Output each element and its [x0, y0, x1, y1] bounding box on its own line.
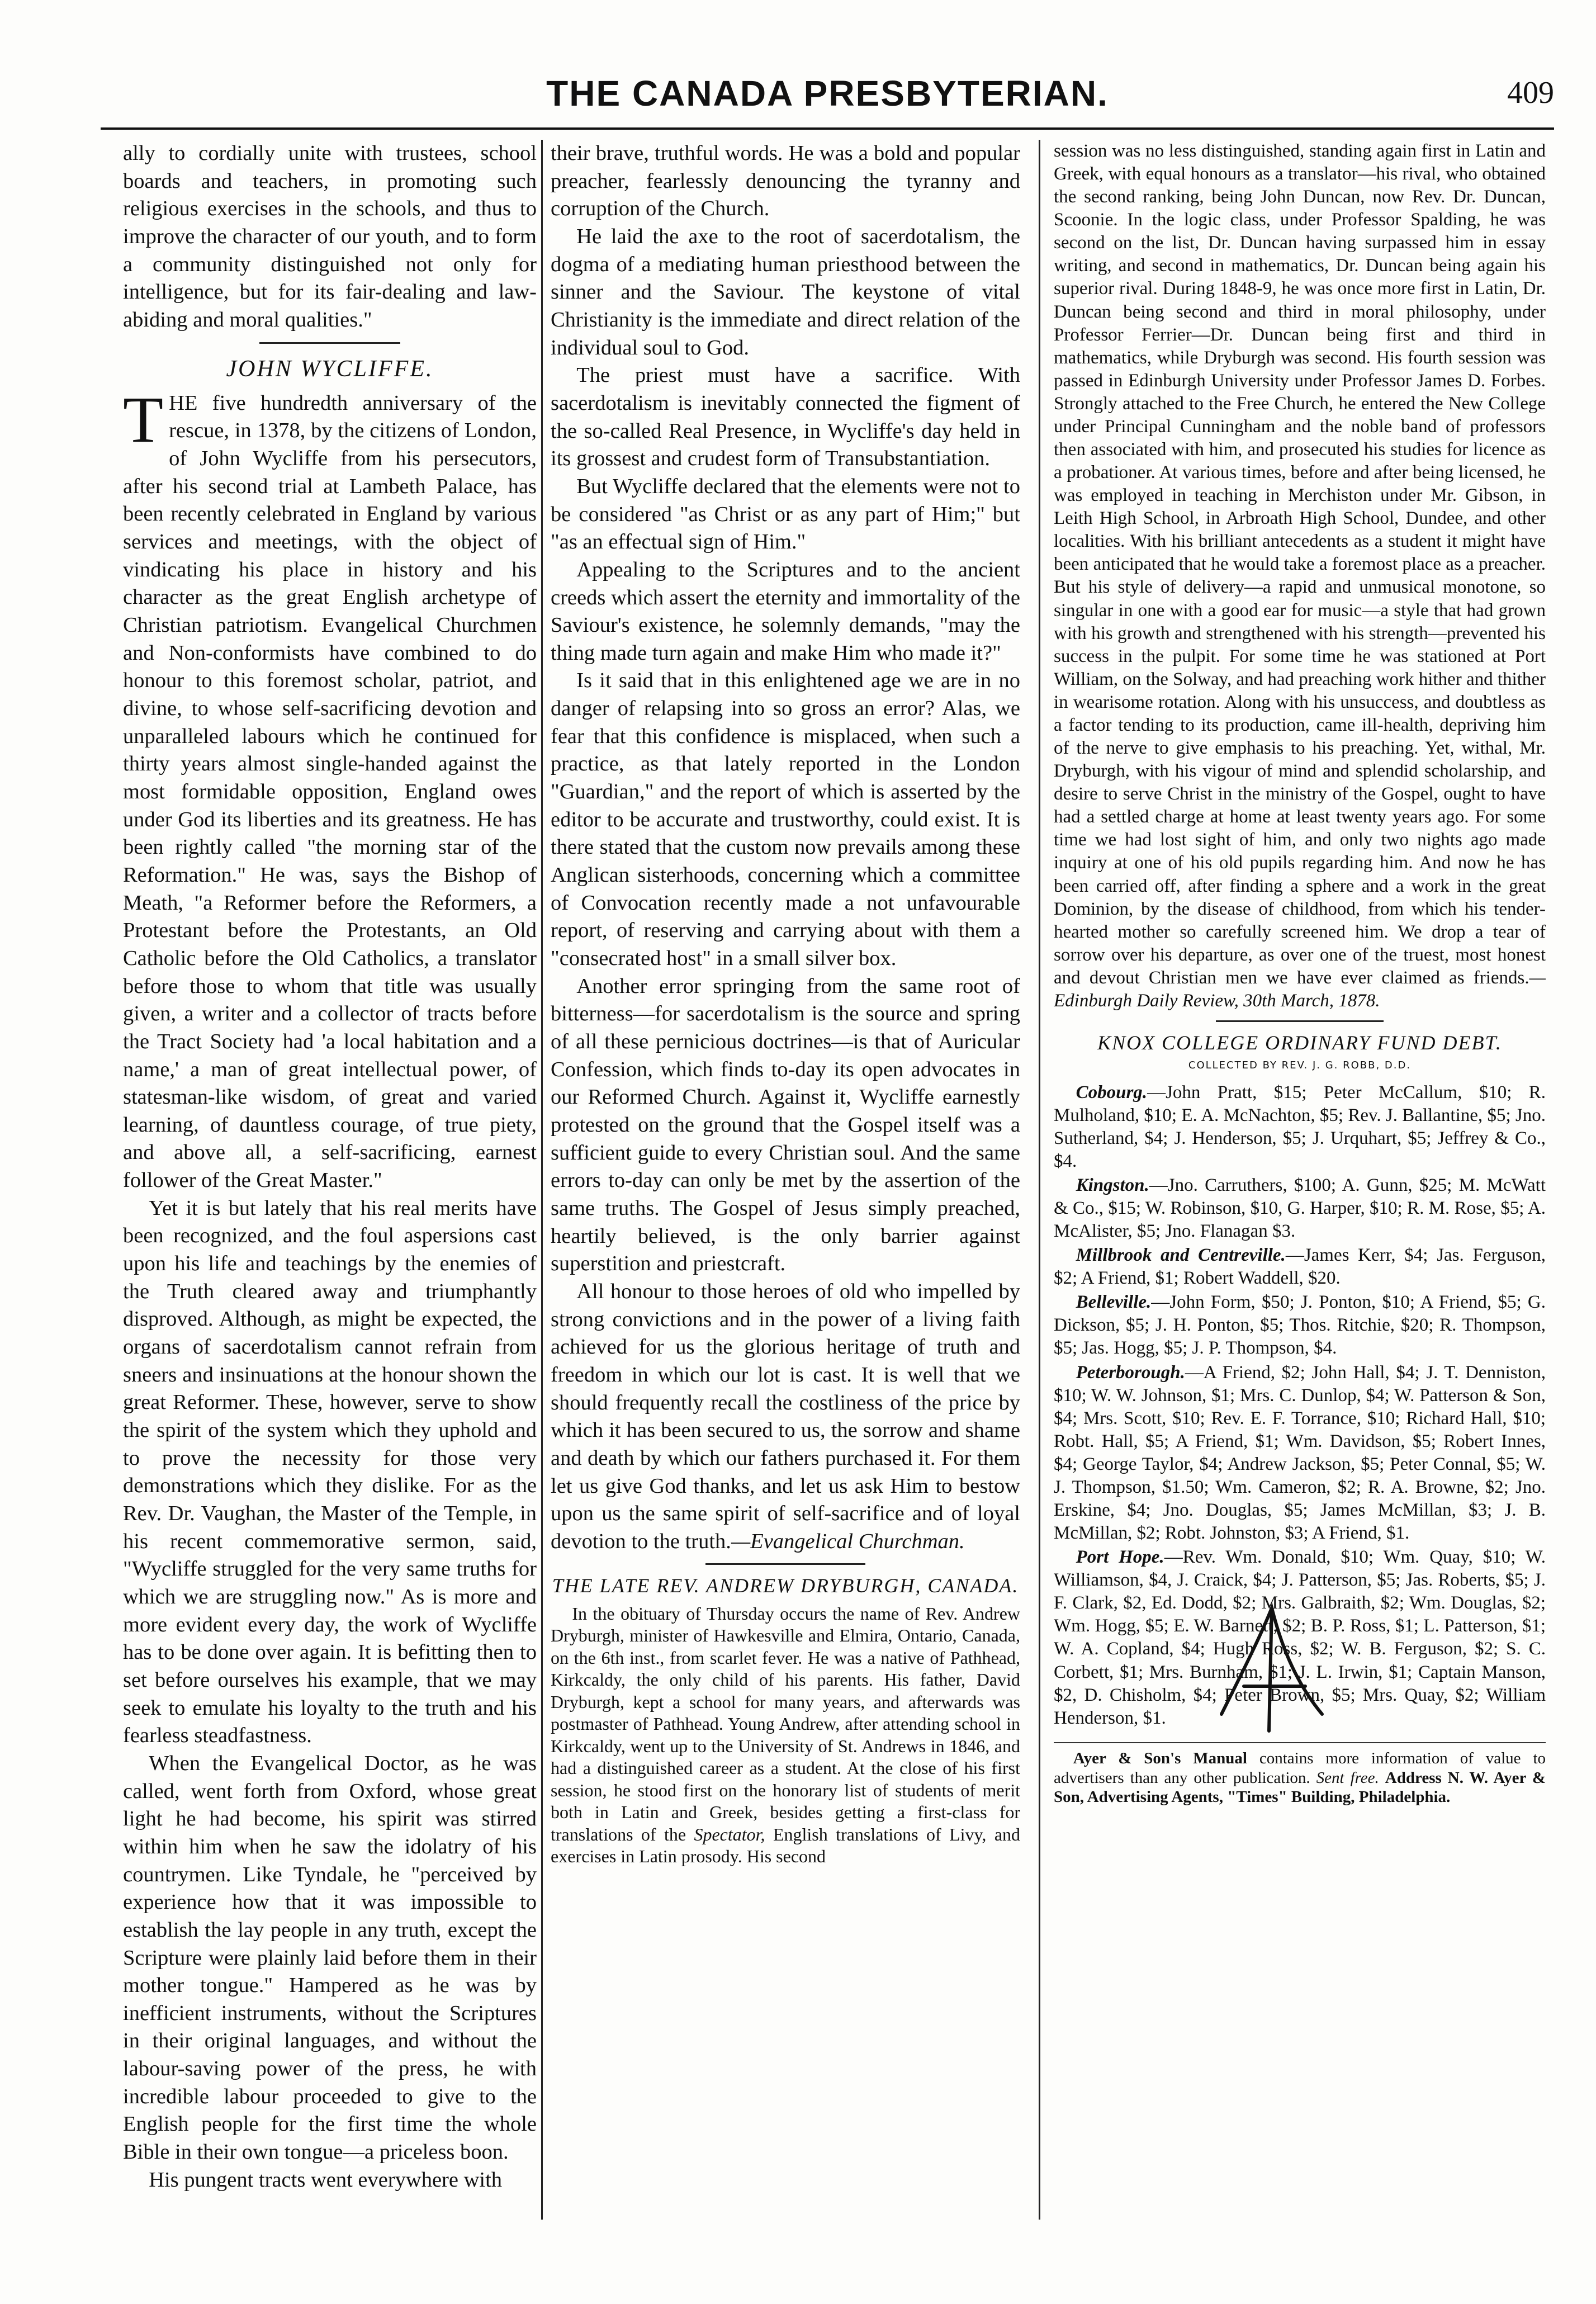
- paragraph: He laid the axe to the root of sacerdotalism, the dogma of a mediating human priesthood between the sinner and the Saviour. The keystone of vital Christianity is the immediate and direct relation of the individual soul to God.: [551, 224, 1020, 359]
- fund-place: Peterborough.: [1076, 1362, 1185, 1383]
- fund-entry: [1054, 1174, 1546, 1243]
- header-rule: [101, 127, 1554, 130]
- section-rule: [705, 1563, 865, 1565]
- fund-donors: —John Form, $50; J. Ponton, $10; A Friend, $5; G. Dickson, $5; J. H. Ponton, $5; Thos. Ritchie, $20; R. Thompson, $5; Jas. Hogg, $5; J. P. Thompson, $4.: [1054, 1292, 1546, 1359]
- fund-entry: [1054, 1291, 1546, 1360]
- handwritten-ink-mark: [1210, 1602, 1333, 1737]
- column-1: [123, 140, 537, 2220]
- source-credit: —Evangelical Churchman.: [731, 1529, 965, 1553]
- fund-donors: —Rev. Wm. Donald, $10; Wm. Quay, $10; W. Williamson, $4, J. Craick, $4; J. Patterson, $5; Jas. Roberts, $5; J. F. Clark, $2, Ed. Dodd, $2; Mrs. Galbraith, $2; Wm. Douglas, $2; Wm. Hogg, $5; E. W. Barnett, $2; B. P. Ross, $1; L. Patterson, $1; W. A. Copland, $4; Hugh Ross, $2; W. B. Ferguson, $2; S. C. Corbett, $1; Mrs. Burnham, $1; J. L. Irwin, $1; Captain Manson, $2, D. Chisholm, $4; Peter Brown, $5; Mrs. Quay, $2; William Henderson, $1.: [1054, 1547, 1546, 1728]
- paragraph: Appealing to the Scriptures and to the ancient creeds which assert the eternity and immortality of the Saviour's existence, he solemnly demands, "may the thing made turn again and make Him who made it?": [551, 557, 1020, 665]
- section-title: JOHN WYCLIFFE.: [226, 356, 434, 382]
- page-header: [101, 73, 1554, 140]
- obituary-text-end: English translations of Livy, and exercises in Latin prosody. His second: [551, 1824, 1020, 1867]
- obituary-paragraph: [551, 1603, 1020, 1868]
- paragraph-text: HE five hundredth anniversary of the rescue, in 1378, by the citizens of London, of John Wycliffe from his persecutors, after his second trial at Lambeth Palace, has been recently celebrated in England by various services and meetings, with the object of vindicating his place in history and his character as the great English archetype of Christian patriotism. Evangelical Churchmen and Non-conformists have combined to do honour to this foremost scholar, patriot, and divine, to whose self-sacrificing devotion and unparalleled labours which he continued for thirty years almost single-handed against the most formidable opposition, England owes under God its liberties and its greatness. He has been rightly called "the morning star of the Reformation." He was, says the Bishop of Meath, "a Reformer before the Reformers, a Protestant before the Protestants, an Old Catholic before the Old Catholics, a translator before those to whom that title was usually given, a writer and a collector of tracts before the Tract Society had 'a local habitation and a name,' a man of great intellectual power, of statesman-like wisdom, of great and varied learning, of dauntless courage, of true piety, and above all, a self-sacrificing, earnest follower of the Great Master.": [123, 391, 537, 1193]
- column-rule: [1039, 140, 1040, 2220]
- paragraph: [123, 382, 537, 1195]
- advert-address: Address N. W. Ayer & Son, Advertising Agents, "Times" Building, Philadelphia.: [1054, 1768, 1546, 1806]
- column-rule: [541, 140, 543, 2220]
- section-rule: [1216, 1020, 1383, 1022]
- advert-text: contains more information of value to advertisers than any other publication.: [1054, 1749, 1546, 1787]
- fund-place: Cobourg.: [1076, 1082, 1148, 1103]
- fund-entry: [1054, 1081, 1546, 1173]
- fund-title: KNOX COLLEGE ORDINARY FUND DEBT.: [1097, 1031, 1502, 1054]
- advertisement: [1054, 1742, 1546, 1807]
- fund-place: Millbrook and Centreville.: [1076, 1245, 1286, 1266]
- source-credit: —Edinburgh Daily Review, 30th March, 1878.: [1054, 967, 1546, 1011]
- column-3: [1054, 140, 1546, 2220]
- fund-donors: —James Kerr, $4; Jas. Ferguson, $2; A Friend, $1; Robert Waddell, $20.: [1054, 1245, 1546, 1289]
- obituary-title: THE LATE REV. ANDREW DRYBURGH, CANADA.: [552, 1574, 1019, 1597]
- advert-free: Sent free.: [1316, 1768, 1379, 1787]
- page-number: 409: [1507, 75, 1554, 110]
- drop-cap: T: [123, 382, 164, 456]
- section-rule: [259, 342, 400, 344]
- paragraph: Another error springing from the same root of bitterness—for sacerdotalism is the source and spring of all these pernicious doctrines—is that of Auricular Confession, which finds to-day its open advocates in our Reformed Church. Against it, Wycliffe earnestly protested on the ground that the Gospel itself was a sufficient guide to every Christian soul. And the same errors to-day can only be met by the assertion of the same truths. The Gospel of Jesus simply preached, heartily believed, is the only barrier against superstition and priestcraft.: [551, 974, 1020, 1276]
- fund-donors: —A Friend, $2; John Hall, $4; J. T. Denniston, $10; W. W. Johnson, $1; Mrs. C. Dunlop, $4; W. Patterson & Son, $4; Mrs. Scott, $10; Rev. E. F. Torrance, $10; Richard Hall, $10; Robt. Hall, $5; A Friend, $1; Wm. Davidson, $5; Robert Innes, $4; George Taylor, $4; Andrew Jackson, $5; Peter Connal, $5; W. J. Thompson, $1.50; Wm. Cameron, $2; R. A. Browne, $2; Jno. Erskine, $4; Jno. Douglas, $5; James McMillan, $3; J. B. McMillan, $2; Robt. Johnston, $3; A Friend, $1.: [1054, 1362, 1546, 1544]
- paragraph: their brave, truthful words. He was a bold and popular preacher, fearlessly denouncing the tyranny and corruption of the Church.: [551, 141, 1020, 221]
- paragraph: When the Evangelical Doctor, as he was called, went forth from Oxford, whose great light he had become, his spirit was stirred within him when he saw the idolatry of his countrymen. Like Tyndale, he "perceived by experience how that it was impossible to establish the lay people in any truth, except the Scripture were plainly laid before them in their mother tongue." Hampered as he was by inefficient instruments, without the Scriptures in their original languages, and without the labour-saving power of the press, he with incredible labour proceeded to give to the English people for the first time the whole Bible in their own tongue—a priceless boon.: [123, 1751, 537, 2164]
- advert-lead: Ayer & Son's Manual: [1073, 1749, 1247, 1767]
- paragraph: [1054, 140, 1546, 1013]
- paragraph: Is it said that in this enlightened age we are in no danger of relapsing into so gross an error? Alas, we fear that this confidence is misplaced, when such a practice, as that lately reported in the London "Guardian," and the report of which is asserted by the editor to be accurate and trustworthy, could exist. It is there stated that the custom now prevails among these Anglican sisterhoods, concerning which a committee of Convocation recently made a not unfavourable report, of reserving and carrying about with them a "consecrated host" in a small silver box.: [551, 669, 1020, 971]
- paragraph: Yet it is but lately that his real merits have been recognized, and the foul aspersions cast upon his life and teachings by the enemies of the Truth cleared away and triumphantly disproved. Although, as might be expected, the organs of sacerdotalism cannot refrain from sneers and insinuations at the honour shown the great Reformer. These, however, serve to show the spirit of the system which they uphold and to prove the necessity for those very demonstrations which they dislike. For as the Rev. Dr. Vaughan, the Master of the Temple, in his recent commemorative sermon, said, "Wycliffe struggled for the very same truths for which we are struggling now." As is more and more evident every day, the work of Wycliffe has to be done over again. It is befitting then to set before ourselves his example, that we may seek to emulate his loyalty to the truth and his fearless steadfastness.: [123, 1196, 537, 1748]
- fund-entry: [1054, 1244, 1546, 1290]
- paragraph-text: All honour to those heroes of old who impelled by strong convictions and in the power of a living faith achieved for us the glorious heritage of truth and freedom in which our lot is cast. It is well that we should frequently recall the costliness of the price by which it has been secured to us, the sorrow and shame and death by which our fathers purchased it. For them let us give God thanks, and let us ask Him to bestow upon us the same spirit of self-sacrifice and of loyal devotion to the truth.: [551, 1279, 1020, 1553]
- fund-place: Kingston.: [1076, 1175, 1149, 1195]
- paragraph-text: session was no less distinguished, standing again first in Latin and Greek, with equal honours as a translator—his rival, who obtained the second ranking, being John Duncan, now Rev. Dr. Duncan, Scoonie. In the logic class, under Professor Spalding, he was second on the list, Dr. Duncan having surpassed him in essay writing, and second in mathematics, Dr. Duncan being again his superior rival. During 1848-9, he was once more first in Latin, Dr. Duncan being second and third in moral philosophy, under Professor Ferrier—Dr. Duncan being first and third in mathematics, while Dryburgh was second. His fourth session was passed in Edinburgh University under Professor James D. Forbes. Strongly attached to the Free Church, he entered the New College under Principal Cunningham and the noble band of professors then associated with him, and prosecuted his studies for licence as a probationer. At various times, before and after being licensed, he was employed in teaching in Merchiston under Mr. Gibson, in Leith High School, in Arbroath High School, Dundee, and other localities. With his brilliant antecedents as a student it might have been anticipated that he would take a foremost place as a preacher. But his style of delivery—a rapid and unmusical monotone, so singular in one with a good ear for music—a style that had grown with his growth and strengthened with his strength—prevented his success in the pulpit. For some time he was stationed at Port William, on the Solway, and had preaching work hither and thither in wearisome rotation. Along with his unsuccess, and doubtless as a factor tending to its production, came ill-health, depriving him of the nerve to give emphasis to his preaching. Yet, withal, Mr. Dryburgh, with his vigour of mind and splendid scholarship, and desire to serve Christ in the ministry of the Gospel, ought to have had a settled charge at home at least twenty years ago. For some time we had lost sight of him, and only two nights ago made inquiry at one of his old pupils regarding him. And now he has been carried off, after finding a sphere and a work in the great Dominion, by the disease of childhood, from which his tender-hearted mother so carefully screened him. We drop a tear of sorrow over his departure, as over one of the truest, most honest and devout Christian men we have ever claimed as friends.: [1054, 141, 1546, 988]
- running-title: THE CANADA PRESBYTERIAN.: [546, 73, 1109, 113]
- paragraph: [551, 1278, 1020, 1556]
- paragraph: The priest must have a sacrifice. With sacerdotalism is inevitably connected the figment of the so-called Real Presence, in Wycliffe's day held in its grossest and crudest form of Transubstantiation.: [551, 363, 1020, 471]
- paragraph: His pungent tracts went everywhere with: [149, 2168, 503, 2192]
- fund-collector: COLLECTED BY REV. J. G. ROBB, D.D.: [1188, 1059, 1412, 1072]
- fund-place: Belleville.: [1076, 1292, 1152, 1313]
- paragraph: But Wycliffe declared that the elements were not to be considered "as Christ or as any part of Him;" but "as an effectual sign of Him.": [551, 474, 1020, 554]
- column-2: [551, 140, 1020, 2220]
- fund-place: Port Hope.: [1076, 1547, 1164, 1568]
- obituary-italic: Spectator,: [694, 1824, 765, 1844]
- obituary-text: In the obituary of Thursday occurs the name of Rev. Andrew Dryburgh, minister of Hawkesville and Elmira, Ontario, Canada, on the 6th inst., from scarlet fever. He was a native of Pathhead, Kirkcaldy, the only child of his parents. His father, David Dryburgh, kept a school for many years, and afterwards was postmaster of Pathhead. Young Andrew, after attending school in Kirkcaldy, went up to the University of St. Andrews in 1846, and had a distinguished career as a student. At the close of his first session, he stood first on the honorary list of students of merit both in Latin and Greek, besides getting a first-class for translations of the: [551, 1603, 1020, 1844]
- fund-donors: —Jno. Carruthers, $100; A. Gunn, $25; M. McWatt & Co., $15; W. Robinson, $10, G. Harper, $10; R. M. Rose, $5; A. McAlister, $5; Jno. Flanagan $3.: [1054, 1175, 1546, 1242]
- fund-donors: —John Pratt, $15; Peter McCallum, $10; R. Mulholand, $10; E. A. McNachton, $5; Rev. J. Ballantine, $5; Jno. Sutherland, $4; J. Henderson, $5; J. Urquhart, $5; Jeffrey & Co., $4.: [1054, 1082, 1546, 1171]
- fund-entry: [1054, 1361, 1546, 1545]
- paragraph: ally to cordially unite with trustees, school boards and teachers, in promoting such religious exercises in the schools, and thus to improve the character of our youth, and to form a community distinguished not only for intelligence, but for its fair-dealing and law-abiding and moral qualities.": [123, 141, 537, 332]
